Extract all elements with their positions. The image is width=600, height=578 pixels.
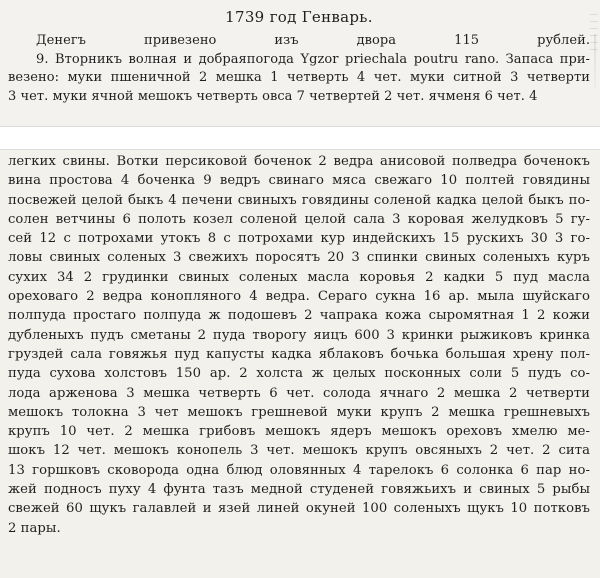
document-line: ловы свиных соленых 3 свежихъ поросятъ 20 3 спинки свиных соленыхъ куръ	[8, 250, 590, 266]
page-edge-mark	[594, 34, 596, 89]
document-line: крупъ 10 чет. 2 мешка грибовъ мешокъ ядеръ мешокъ ореховъ хмелю ме-	[8, 424, 590, 440]
document-line: везено: муки пшеничной 2 мешка 1 четверть 4 чет. муки ситной 3 четверти	[8, 70, 590, 86]
document-line: 9. Вторникъ волная и добраяпогода Ygzor priechala poutru rano. Запаса при-	[36, 51, 590, 67]
document-line: свежей 60 щукъ галавлей и язей линей окуней 100 соленыхъ щукъ 10 потковъ	[8, 501, 590, 517]
document-line: легких свины. Вотки персиковой боченок 2 ведра анисовой полведра боченокъ	[8, 154, 590, 169]
document-line: жей подносъ пуху 4 фунта тазъ медной студеней говяжьихъ и свиных 5 рыбы	[8, 482, 590, 498]
document-line: полпуда простаго полпуда ж подошевъ 2 чапрака кожа сыромятная 1 2 кожи	[8, 308, 590, 324]
document-line: мешокъ толокна 3 чет мешокъ грешневой муки крупъ 2 мешка грешневыхъ	[8, 404, 590, 420]
document-line: лода арженова 3 мешка четверть 6 чет. солода ячнаго 2 мешка 2 четверти	[8, 385, 590, 401]
document-heading: 1739 год Генварь.	[225, 8, 373, 26]
document-line: ореховаго 2 ведра конопляного 4 ведра. Сераго сукна 16 ар. мыла шуйскаго	[8, 289, 590, 305]
document-line: вина простова 4 боченка 9 ведръ свинаго мяса свежаго 10 полтей говядины	[8, 173, 590, 189]
document-line: 3 чет. муки ячной мешокъ четверть овса 7 четвертей 2 чет. ячменя 6 чет. 4	[8, 88, 538, 104]
document-line: 13 горшковъ сковорода одна блюд оловянных 4 тарелокъ 6 солонка 6 пар но-	[8, 462, 590, 478]
document-line: солен ветчины 6 полоть козел соленой целой сала 3 коровая желудковъ 5 гу-	[8, 211, 590, 227]
document-line: груздей сала говяжья пуд капусты кадка яблаковъ бочька большая хрену пол-	[8, 346, 590, 362]
page-gap	[0, 127, 600, 149]
document-bottom-section	[0, 149, 600, 578]
document-line: 2 пары.	[8, 520, 61, 536]
document-line: сухих 34 2 грудинки свиных соленых масла коровья 2 кадки 5 пуд масла	[8, 269, 590, 285]
document-line: пуда сухова холстовъ 150 ар. 2 холста ж целых посконных соли 5 пудъ со-	[8, 366, 590, 382]
document-line: шокъ 12 чет. мешокъ конопель 3 чет. мешокъ крупъ овсяныхъ 2 чет. 2 сита	[8, 443, 590, 459]
document-line: сей 12 с потрохами утокъ 8 с потрохами кур индейскихъ 15 рускихъ 30 3 го-	[8, 231, 590, 247]
document-line: Денегъ привезено изъ двора 115 рублей.	[36, 33, 590, 48]
document-line: посвежей целой быкъ 4 печени свиныхъ говядины соленой кадка целой быкъ по-	[8, 192, 590, 208]
document-line: дубленыхъ пудъ сметаны 2 пуда творогу яицъ 600 3 кринки рыжиковъ кринка	[8, 327, 590, 343]
document-top-section	[0, 0, 600, 127]
